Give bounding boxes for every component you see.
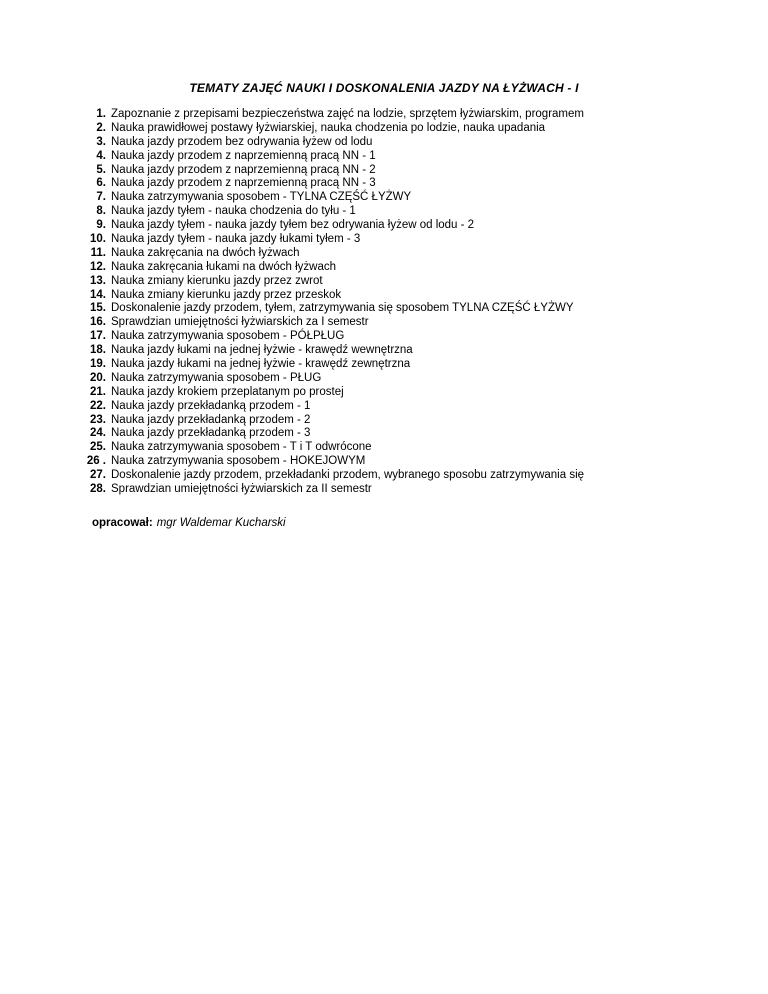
item-number: 15. xyxy=(90,302,106,315)
list-item xyxy=(86,455,706,469)
item-text: Nauka zatrzymywania sposobem - PŁUG xyxy=(111,371,322,384)
item-text: Nauka zatrzymywania sposobem - PÓŁPŁUG xyxy=(111,330,345,343)
list-item xyxy=(86,247,706,261)
list-item xyxy=(86,400,706,414)
item-number: 6. xyxy=(96,177,106,190)
list-item xyxy=(86,344,706,358)
item-text: Nauka zakręcania na dwóch łyżwach xyxy=(111,246,300,259)
item-number: 5. xyxy=(96,163,106,176)
item-text: Nauka jazdy przodem z naprzemienną pracą NN - 3 xyxy=(111,177,376,190)
item-number: 12. xyxy=(90,260,106,273)
list-item xyxy=(86,191,706,205)
topics-list xyxy=(86,108,706,497)
item-number: 1. xyxy=(96,108,106,120)
item-number: 23. xyxy=(90,413,106,426)
item-text: Nauka jazdy przodem z naprzemienną pracą NN - 1 xyxy=(111,149,376,162)
item-number: 11. xyxy=(90,246,106,259)
footer-author: mgr Waldemar Kucharski xyxy=(156,517,286,529)
item-text: Nauka jazdy przekładanką przodem - 2 xyxy=(111,413,311,426)
list-item xyxy=(86,316,706,330)
item-number: 4. xyxy=(96,149,106,162)
list-item xyxy=(86,302,706,316)
item-number: 16. xyxy=(90,316,106,329)
item-text: Nauka zmiany kierunku jazdy przez zwrot xyxy=(111,274,323,287)
item-text: Nauka zatrzymywania sposobem - HOKEJOWYM xyxy=(111,455,366,468)
item-text: Nauka jazdy tyłem - nauka jazdy łukami tyłem - 3 xyxy=(111,233,361,246)
item-number: 10. xyxy=(90,233,106,246)
item-text: Nauka zatrzymywania sposobem - T i T odwrócone xyxy=(111,441,372,454)
list-item xyxy=(86,205,706,219)
list-item xyxy=(86,386,706,400)
list-item xyxy=(86,427,706,441)
item-number: 9. xyxy=(96,219,106,232)
list-item xyxy=(86,233,706,247)
list-item xyxy=(86,414,706,428)
item-text: Doskonalenie jazdy przodem, tyłem, zatrzymywania się sposobem TYLNA CZĘŚĆ ŁYŻWY xyxy=(111,302,574,315)
list-item xyxy=(86,150,706,164)
item-text: Doskonalenie jazdy przodem, przekładanki przodem, wybranego sposobu zatrzymywania się xyxy=(111,469,585,482)
list-item xyxy=(86,275,706,289)
footer-label: opracował: xyxy=(92,517,153,529)
item-number: 28. xyxy=(90,483,106,496)
page-title: TEMATY ZAJĘĆ NAUKI I DOSKONALENIA JAZDY NA ŁYŻWACH - I xyxy=(189,81,579,95)
list-item xyxy=(86,469,706,483)
item-number: 25. xyxy=(90,441,106,454)
list-item xyxy=(86,108,706,122)
item-text: Sprawdzian umiejętności łyżwiarskich za II semestr xyxy=(111,483,372,496)
item-number: 2. xyxy=(96,121,106,134)
item-text: Nauka prawidłowej postawy łyżwiarskiej, nauka chodzenia po lodzie, nauka upadania xyxy=(111,121,546,134)
list-item xyxy=(86,177,706,191)
item-text: Nauka jazdy przekładanką przodem - 1 xyxy=(111,399,311,412)
list-item xyxy=(86,122,706,136)
item-text: Nauka jazdy łukami na jednej łyżwie - krawędź wewnętrzna xyxy=(111,344,413,357)
list-item xyxy=(86,483,706,497)
item-number: 13. xyxy=(90,274,106,287)
footer-author-line xyxy=(92,517,286,529)
item-text: Zapoznanie z przepisami bezpieczeństwa zajęć na lodzie, sprzętem łyżwiarskim, programem xyxy=(111,108,584,120)
item-number: 26 . xyxy=(86,455,106,468)
list-item xyxy=(86,289,706,303)
item-number: 18. xyxy=(90,344,106,357)
item-text: Nauka jazdy przodem bez odrywania łyżew od lodu xyxy=(111,135,373,148)
item-number: 24. xyxy=(90,427,106,440)
item-number: 14. xyxy=(90,288,106,301)
item-number: 27. xyxy=(90,469,106,482)
list-item xyxy=(86,136,706,150)
item-number: 17. xyxy=(90,330,106,343)
item-text: Nauka zakręcania łukami na dwóch łyżwach xyxy=(111,260,336,273)
item-text: Nauka jazdy przekładanką przodem - 3 xyxy=(111,427,311,440)
list-item xyxy=(86,358,706,372)
item-number: 8. xyxy=(96,205,106,218)
item-text: Nauka jazdy krokiem przeplatanym po prostej xyxy=(111,385,344,398)
item-text: Nauka jazdy przodem z naprzemienną pracą NN - 2 xyxy=(111,163,376,176)
item-number: 3. xyxy=(96,135,106,148)
list-item xyxy=(86,372,706,386)
item-text: Nauka zatrzymywania sposobem - TYLNA CZĘŚĆ ŁYŻWY xyxy=(111,191,412,204)
item-text: Nauka jazdy tyłem - nauka jazdy tyłem bez odrywania łyżew od lodu - 2 xyxy=(111,219,475,232)
list-item xyxy=(86,261,706,275)
item-number: 20. xyxy=(90,371,106,384)
item-number: 22. xyxy=(90,399,106,412)
item-number: 19. xyxy=(90,358,106,371)
item-text: Nauka jazdy tyłem - nauka chodzenia do tyłu - 1 xyxy=(111,205,356,218)
item-text: Nauka jazdy łukami na jednej łyżwie - krawędź zewnętrzna xyxy=(111,358,411,371)
item-text: Nauka zmiany kierunku jazdy przez przeskok xyxy=(111,288,342,301)
list-item xyxy=(86,164,706,178)
list-item xyxy=(86,330,706,344)
item-number: 7. xyxy=(96,191,106,204)
item-number: 21. xyxy=(90,385,106,398)
item-text: Sprawdzian umiejętności łyżwiarskich za I semestr xyxy=(111,316,369,329)
list-item xyxy=(86,441,706,455)
list-item xyxy=(86,219,706,233)
